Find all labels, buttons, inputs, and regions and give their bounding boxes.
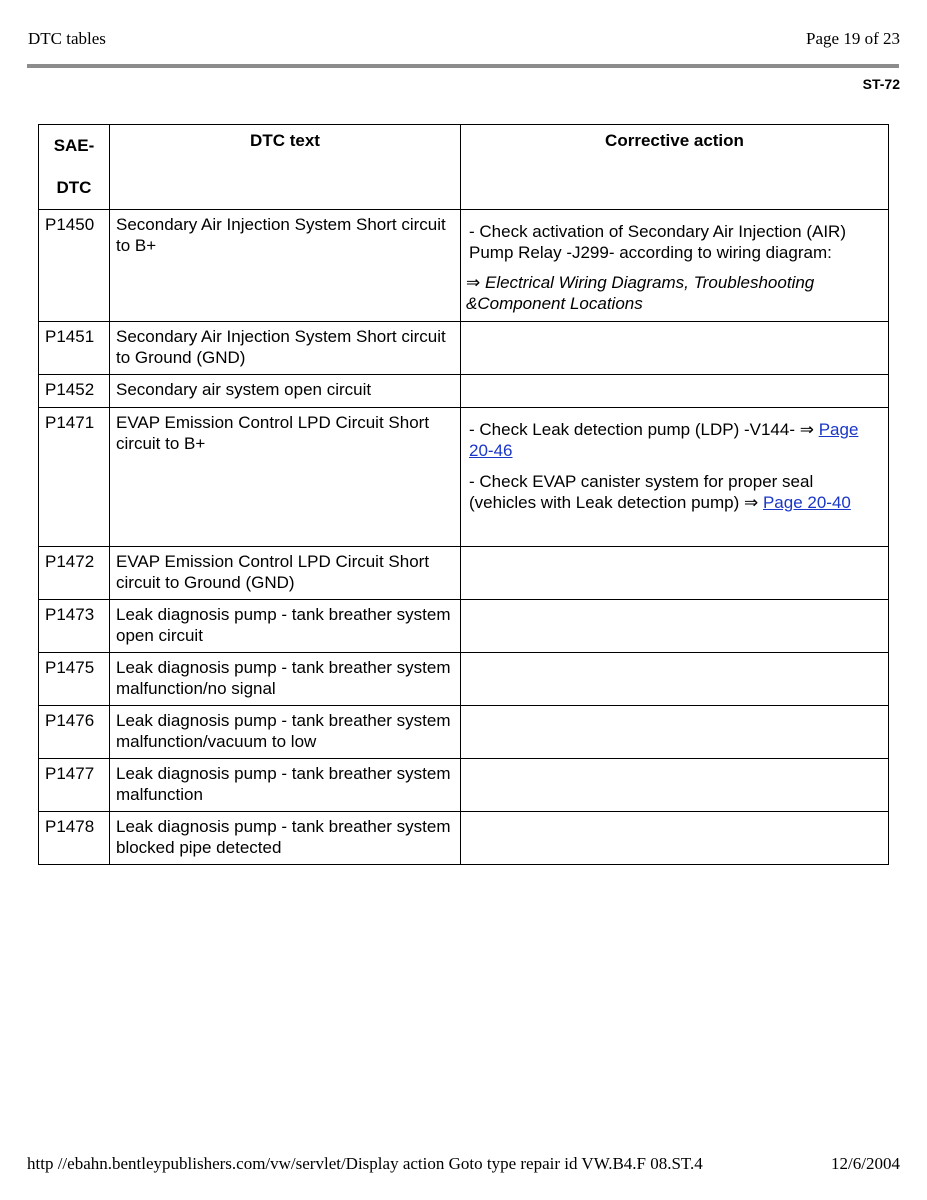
section-code: ST-72: [862, 76, 900, 92]
table-header-row: [39, 125, 889, 210]
document-title: DTC tables: [28, 29, 106, 48]
corrective-action: [461, 706, 889, 759]
dtc-text: Leak diagnosis pump - tank breather system malfunction: [110, 759, 461, 812]
page-number: Page 19 of 23: [806, 29, 900, 48]
corrective-action: [461, 408, 889, 547]
corrective-action: [461, 547, 889, 600]
corrective-action: [461, 322, 889, 375]
dtc-code: P1478: [39, 812, 110, 865]
page-link[interactable]: Page 20-40: [762, 492, 851, 512]
arrow-icon: ⇒: [466, 273, 481, 292]
action-text: - Check activation of Secondary Air Injection (AIR) Pump Relay -J299- according to wiring diagram:: [469, 222, 846, 262]
table-row: [39, 322, 889, 375]
dtc-code: P1475: [39, 653, 110, 706]
dtc-text: Leak diagnosis pump - tank breather system malfunction/vacuum to low: [110, 706, 461, 759]
action-text: - Check Leak detection pump (LDP) -V144- ⇒ Page 20-46: [469, 420, 859, 460]
corrective-action: [461, 812, 889, 865]
corrective-action: [461, 759, 889, 812]
dtc-text: Secondary air system open circuit: [110, 375, 461, 408]
dtc-code: P1471: [39, 408, 110, 547]
action-reference: [466, 263, 878, 314]
table-row: [39, 812, 889, 865]
table-row: [39, 210, 889, 322]
corrective-action: [461, 210, 889, 322]
corrective-action: [461, 653, 889, 706]
corrective-action: [461, 600, 889, 653]
dtc-text: Secondary Air Injection System Short circuit to B+: [110, 210, 461, 322]
column-header-code: SAE- DTC: [39, 125, 110, 210]
table-row: [39, 759, 889, 812]
dtc-text: EVAP Emission Control LPD Circuit Short circuit to Ground (GND): [110, 547, 461, 600]
header-divider: [27, 64, 899, 68]
dtc-code: P1472: [39, 547, 110, 600]
dtc-text: Leak diagnosis pump - tank breather system blocked pipe detected: [110, 812, 461, 865]
dtc-code: P1473: [39, 600, 110, 653]
table-row: [39, 547, 889, 600]
dtc-table: [38, 124, 889, 865]
dtc-code: P1476: [39, 706, 110, 759]
action-text: - Check EVAP canister system for proper seal (vehicles with Leak detection pump) ⇒ Page 20-40: [469, 472, 851, 512]
column-header-dtc-text: DTC text: [110, 125, 461, 210]
table-row: [39, 375, 889, 408]
dtc-text: Leak diagnosis pump - tank breather system open circuit: [110, 600, 461, 653]
dtc-text: EVAP Emission Control LPD Circuit Short circuit to B+: [110, 408, 461, 547]
table-row: [39, 653, 889, 706]
table-row: [39, 706, 889, 759]
dtc-text: Leak diagnosis pump - tank breather system malfunction/no signal: [110, 653, 461, 706]
page-link[interactable]: Page 20-46: [469, 420, 859, 460]
reference-text: Electrical Wiring Diagrams, Troubleshooting &Component Locations: [466, 273, 815, 313]
footer-date: 12/6/2004: [831, 1154, 900, 1173]
footer-url: http //ebahn.bentleypublishers.com/vw/servlet/Display action Goto type repair id VW.B4.F 08.ST.4: [27, 1154, 703, 1173]
page-footer: [27, 1154, 900, 1174]
corrective-action: [461, 375, 889, 408]
dtc-code: P1477: [39, 759, 110, 812]
dtc-code: P1451: [39, 322, 110, 375]
table-row: [39, 600, 889, 653]
dtc-text: Secondary Air Injection System Short circuit to Ground (GND): [110, 322, 461, 375]
table-row: [39, 408, 889, 547]
column-header-corrective-action: Corrective action: [461, 125, 889, 210]
dtc-code: P1450: [39, 210, 110, 322]
dtc-code: P1452: [39, 375, 110, 408]
